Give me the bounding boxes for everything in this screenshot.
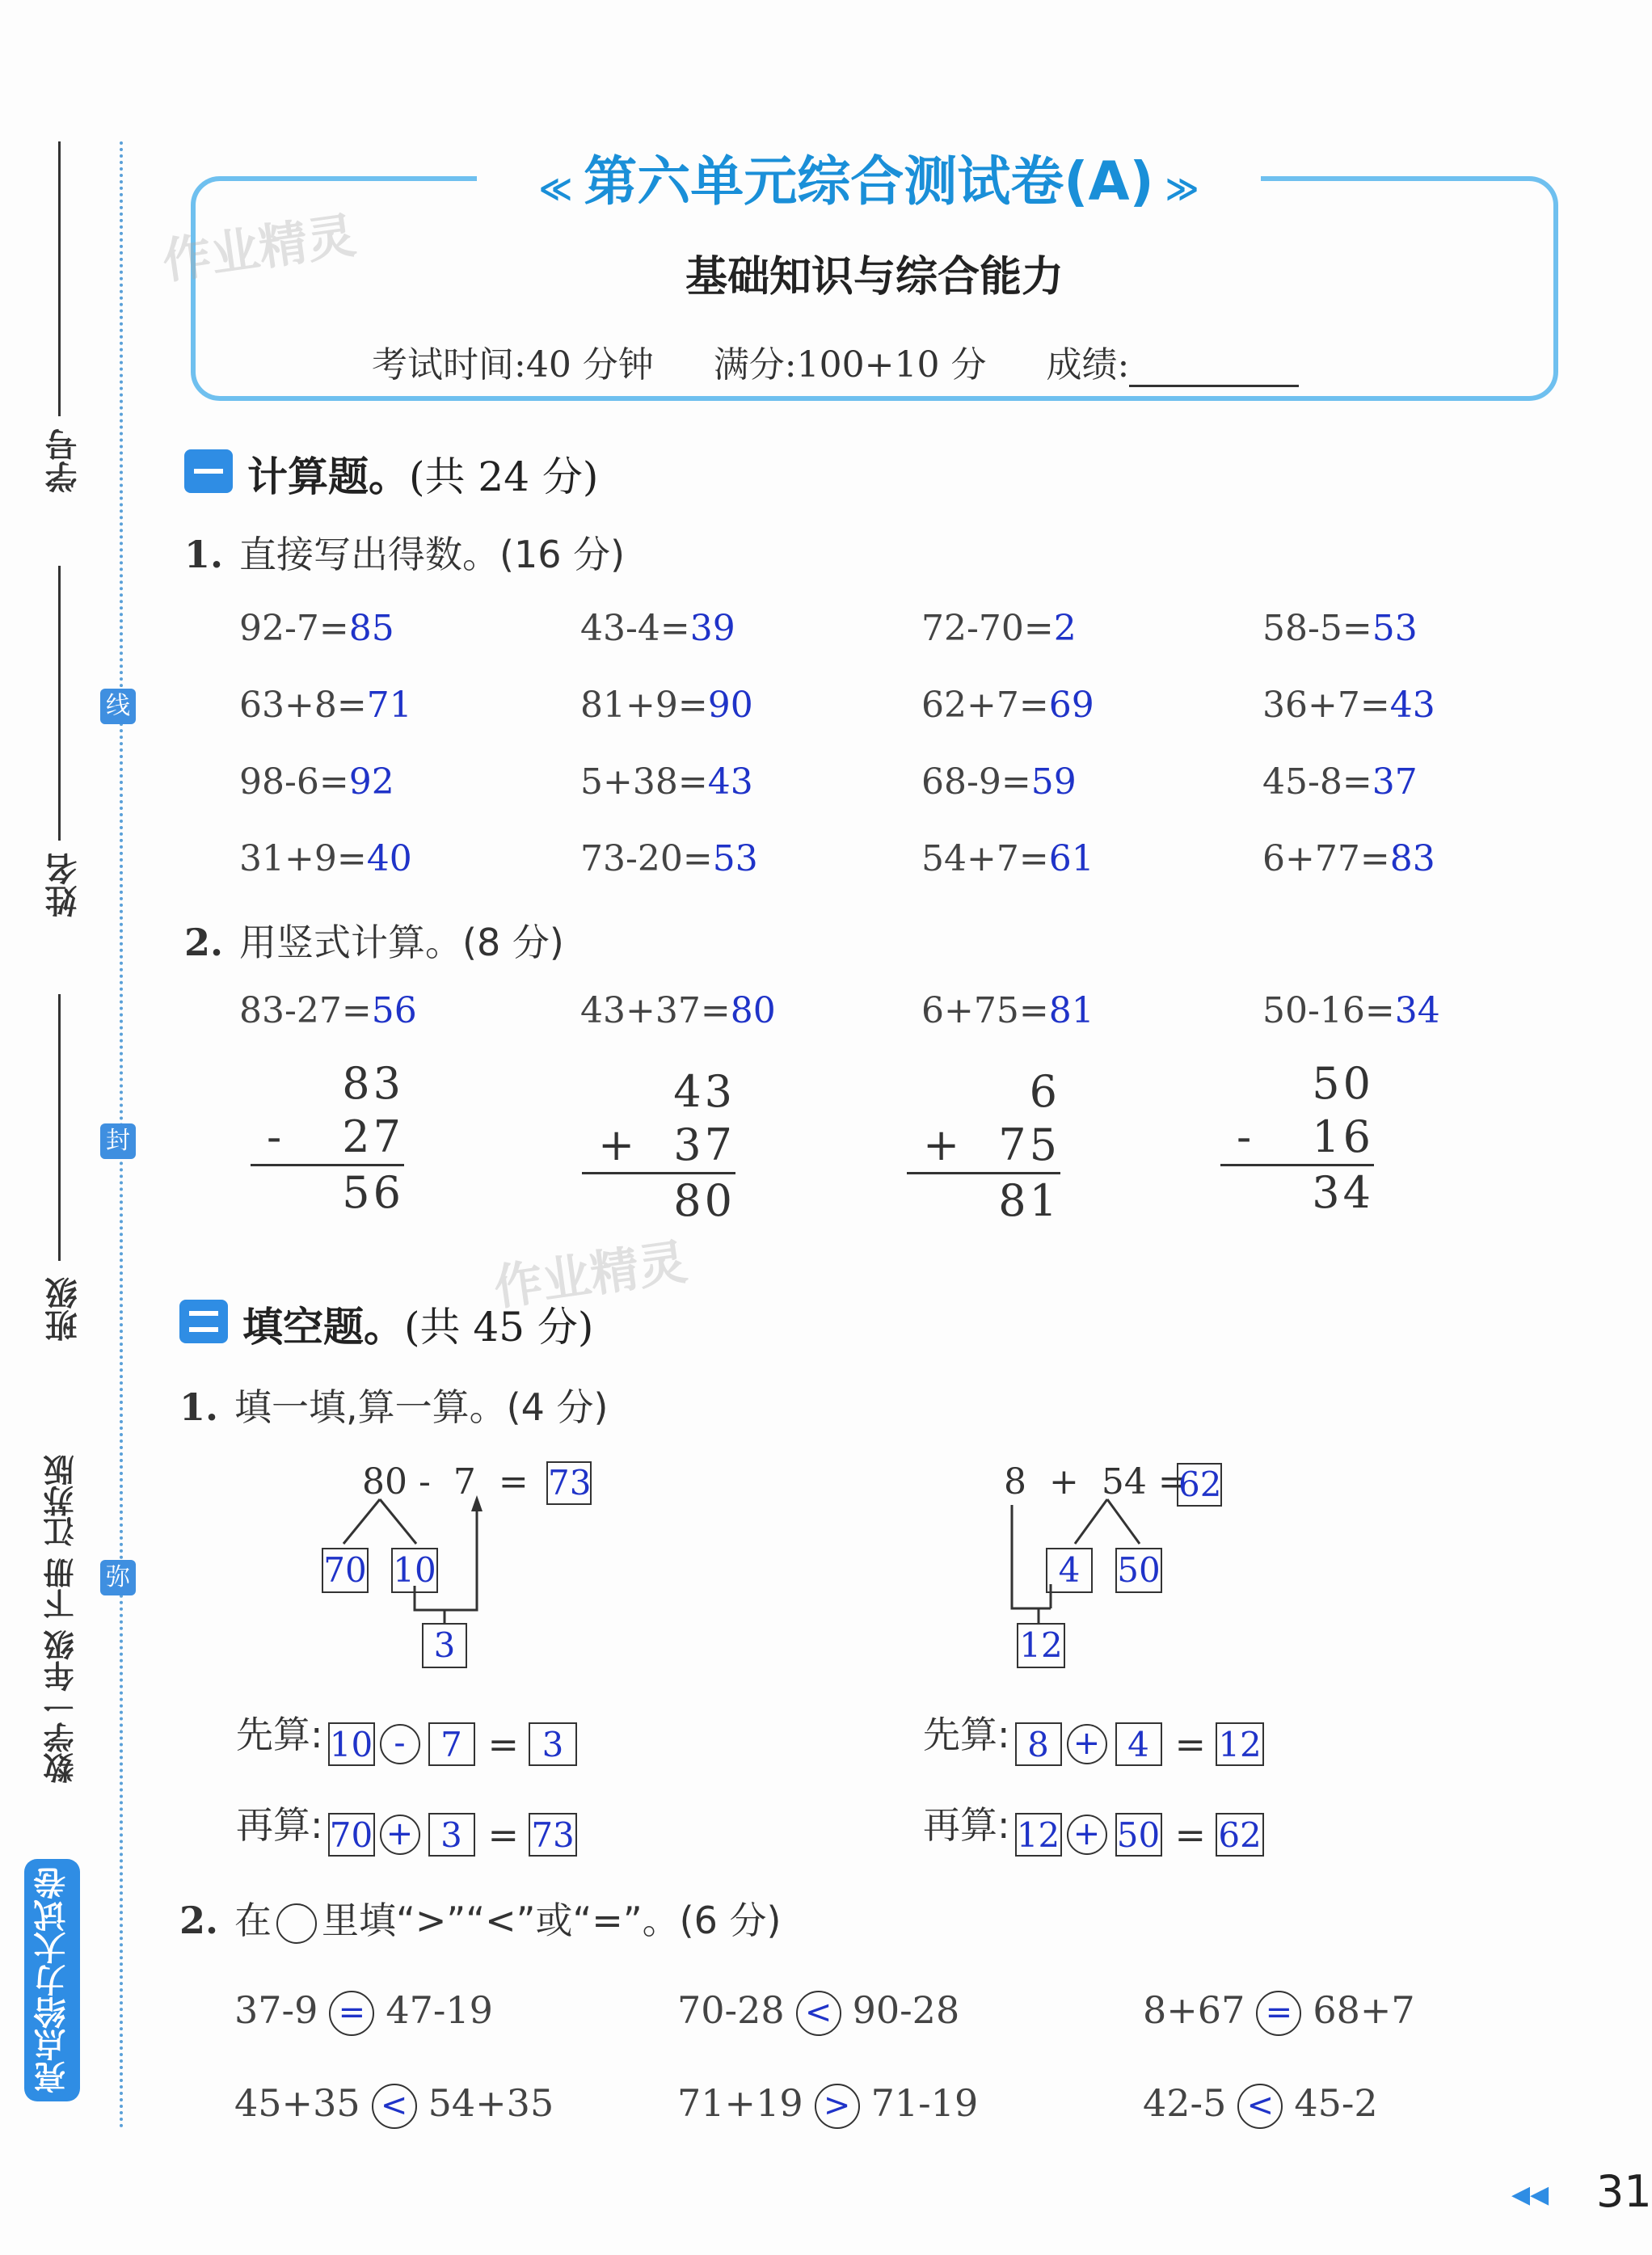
side-class-label: 班级 [45,1277,82,1342]
calc-answer[interactable]: 43 [707,761,753,803]
step-label: 先算: [236,1713,323,1756]
badge-seal: 封 [100,1123,136,1159]
calc-expression: 36+7= [1262,685,1390,726]
step-b-box[interactable]: 7 [428,1722,475,1766]
calc-answer[interactable]: 53 [712,838,758,879]
s2-q1 [179,1378,608,1431]
compare-left: 42-5 [1143,2081,1227,2125]
vertical-expr-answer[interactable]: 34 [1394,990,1440,1031]
calc-item [239,685,412,726]
vertical-op: - [267,1111,285,1162]
calc-item [239,761,394,803]
left-mid-box[interactable]: 3 [422,1623,467,1668]
compare-item [234,2081,554,2129]
section2-title [242,1295,593,1353]
calc-expression: 63+8= [239,685,367,726]
step-label: 先算: [923,1713,1010,1756]
compare-left: 8+67 [1143,1988,1245,2032]
calc-expression: 5+38= [580,761,708,803]
badge-mi: 弥 [100,1560,136,1595]
vertical-bottom: 27 [342,1111,404,1162]
vertical-expression [1262,990,1440,1031]
exam-full-score: 满分:100+10 分 [713,344,987,386]
step-result-box[interactable]: 73 [529,1813,577,1857]
vertical-expression [921,990,1094,1031]
step-eq: = [487,1812,520,1857]
title-ornament-left-icon: ≪ [538,171,584,208]
step-b-box[interactable]: 3 [428,1813,475,1857]
section1-points: (共 24 分) [409,453,599,500]
vertical-expr-text: 50-16= [1262,990,1395,1031]
step-eq: = [1174,1812,1207,1857]
left-op: - [419,1461,431,1503]
calc-item [1262,685,1435,726]
section2-points: (共 45 分) [404,1304,594,1351]
compare-left: 71+19 [677,2081,803,2125]
calc-answer[interactable]: 2 [1053,608,1077,649]
section1-title [247,445,598,503]
step-a-box[interactable]: 12 [1015,1813,1062,1857]
calc-item [1262,838,1435,879]
vertical-op: + [598,1119,638,1170]
calc-answer[interactable]: 59 [1030,761,1077,803]
side-id-label: 学号 [45,428,82,493]
s2-q2-num: 2. [179,1899,219,1942]
calc-answer[interactable]: 39 [689,608,735,649]
s2-q1-num: 1. [179,1385,219,1429]
calc-expression: 68-9= [921,761,1031,803]
compare-circle[interactable]: = [1256,1991,1301,2036]
page-arrows-icon: ◀◀ [1511,2181,1549,2209]
calc-item [239,608,394,649]
right-answer-box[interactable]: 62 [1177,1463,1222,1507]
page-number: 31 [1596,2166,1652,2217]
vertical-result[interactable]: 80 [673,1175,735,1226]
id-line [58,141,61,416]
calc-expression: 6+77= [1262,838,1390,879]
blank-circle-icon [276,1903,317,1944]
vertical-op: - [1237,1111,1255,1162]
right-split2-box[interactable]: 50 [1115,1548,1162,1593]
calc-answer[interactable]: 83 [1389,838,1435,879]
section2-badge-icon [179,1300,228,1343]
left-answer-box[interactable]: 73 [546,1461,592,1505]
right-eq: = [1157,1461,1188,1503]
vertical-calc [582,1065,735,1228]
watermark: 作业精灵 [158,207,360,291]
compare-item [1143,2081,1378,2129]
calc-expression: 43-4= [580,608,690,649]
calc-item [921,685,1094,726]
vertical-top: 6 [1029,1066,1060,1117]
section1-badge-icon [184,449,233,493]
step-a-box[interactable]: 70 [328,1813,375,1857]
s1-q1 [184,525,625,579]
compare-circle[interactable]: = [329,1991,374,2036]
calc-item [921,838,1094,879]
compare-right: 54+35 [428,2081,554,2125]
calc-item [239,838,412,879]
compare-circle[interactable]: < [372,2084,417,2129]
s2-q1-text: 填一填,算一算。(4 分) [234,1385,609,1429]
title-text: 第六单元综合测试卷(A) [584,150,1154,213]
vertical-bottom: 16 [1312,1111,1374,1162]
step-b-box[interactable]: 4 [1115,1722,1162,1766]
score-blank[interactable] [1129,352,1299,387]
vertical-result[interactable]: 56 [342,1167,404,1218]
step-label: 再算: [236,1803,323,1847]
calc-item [580,608,735,649]
step-eq: = [487,1722,520,1766]
calc-answer[interactable]: 61 [1048,838,1094,879]
step-a-box[interactable]: 10 [328,1722,375,1766]
calc-expression: 45-8= [1262,761,1372,803]
s2-q2 [179,1891,781,1945]
section1-title-text: 计算题。 [247,453,409,500]
step-eq: = [1174,1722,1207,1766]
vertical-expr-text: 43+37= [580,990,731,1031]
left-n2: 7 [453,1461,476,1503]
s2-q2-text-a: 在 [234,1899,272,1942]
compare-right: 47-19 [386,1988,493,2032]
left-then-step [236,1796,577,1857]
vertical-expr-answer[interactable]: 56 [371,990,417,1031]
step-op-circle[interactable]: + [1067,1815,1107,1855]
vertical-second-line [907,1119,1060,1174]
compare-right: 68+7 [1313,1988,1415,2032]
vertical-expression [239,990,417,1031]
compare-item [677,2081,978,2129]
right-then-step [923,1796,1264,1857]
calc-expression: 62+7= [921,685,1049,726]
exam-info [372,335,1347,387]
compare-left: 37-9 [234,1988,318,2032]
calc-answer[interactable]: 43 [1389,685,1435,726]
side-series-label: 亮点给力大试卷 [24,1859,80,2101]
vertical-expr-text: 6+75= [921,990,1049,1031]
vertical-calc [1220,1057,1374,1220]
s2-q2-text-b: 里填“>”“<”或“=”。(6 分) [322,1899,782,1942]
vertical-result[interactable]: 34 [1312,1167,1374,1218]
s1-q1-text: 直接写出得数。(16 分) [239,533,626,576]
calc-expression: 54+7= [921,838,1049,879]
vertical-expr-text: 83-27= [239,990,372,1031]
section2-title-text: 填空题。 [242,1304,404,1351]
side-book-label: 数学一年级 下册 江苏版 [44,1455,79,1784]
calc-item [580,685,753,726]
step-op-circle[interactable]: + [1067,1724,1107,1764]
left-split1-box[interactable]: 70 [322,1548,369,1593]
vertical-calc [251,1057,404,1220]
s1-q2 [184,913,564,967]
compare-left: 45+35 [234,2081,360,2125]
calc-expression: 92-7= [239,608,349,649]
vertical-second-line [582,1119,735,1174]
calc-item [921,608,1077,649]
calc-expression: 73-20= [580,838,713,879]
exam-score-label: 成绩: [1046,344,1130,386]
right-n1: 8 [1004,1461,1026,1503]
vertical-second-line [251,1111,404,1166]
calc-answer[interactable]: 71 [366,685,412,726]
s1-q1-num: 1. [184,533,224,576]
vertical-expr-answer[interactable]: 81 [1048,990,1094,1031]
calc-expression: 58-5= [1262,608,1372,649]
compare-circle[interactable]: < [796,1991,841,2036]
subtitle: 基础知识与综合能力 [685,253,1064,301]
badge-line: 线 [100,689,136,724]
vertical-top: 43 [673,1066,735,1117]
step-op-circle[interactable]: - [380,1724,420,1764]
calc-answer[interactable]: 37 [1372,761,1418,803]
side-name-label: 姓名 [45,853,82,917]
right-mid-box[interactable]: 12 [1017,1623,1065,1668]
compare-right: 71-19 [870,2081,979,2125]
calc-answer[interactable]: 85 [348,608,394,649]
calc-item [580,761,753,803]
compare-item [1143,1988,1415,2036]
vertical-expression [580,990,776,1031]
right-split1-box[interactable]: 4 [1046,1548,1093,1593]
calc-item [580,838,758,879]
compare-right: 90-28 [852,1988,960,2032]
step-result-box[interactable]: 3 [529,1722,577,1766]
watermark-2: 作业精灵 [490,1233,691,1317]
calc-expression: 72-70= [921,608,1054,649]
compare-circle[interactable]: > [815,2084,860,2129]
vertical-top: 83 [342,1058,404,1109]
calc-item [921,761,1077,803]
step-b-box[interactable]: 50 [1115,1813,1162,1857]
vertical-calc [907,1065,1060,1228]
page-title [453,145,1285,226]
s1-q2-num: 2. [184,921,224,964]
vertical-expr-answer[interactable]: 80 [730,990,776,1031]
calc-answer[interactable]: 40 [366,838,412,879]
step-label: 再算: [923,1803,1010,1847]
step-result-box[interactable]: 62 [1216,1813,1264,1857]
left-eq: = [498,1461,529,1503]
right-op: + [1049,1461,1079,1503]
compare-item [234,1988,493,2036]
calc-item [1262,761,1418,803]
right-first-step [923,1705,1264,1766]
left-first-step [236,1705,577,1766]
calc-answer[interactable]: 90 [707,685,753,726]
calc-expression: 98-6= [239,761,349,803]
exam-time: 考试时间:40 分钟 [372,344,654,386]
vertical-top: 50 [1312,1058,1374,1109]
calc-expression: 31+9= [239,838,367,879]
calc-answer[interactable]: 92 [348,761,394,803]
calc-answer[interactable]: 69 [1048,685,1094,726]
calc-answer[interactable]: 53 [1372,608,1418,649]
title-ornament-right-icon: ≫ [1153,171,1199,208]
left-n1: 80 [362,1461,407,1503]
name-line [58,566,61,841]
compare-right: 45-2 [1294,2081,1378,2125]
s1-q2-text: 用竖式计算。(8 分) [239,921,564,964]
left-split2-box[interactable]: 10 [391,1548,438,1593]
right-n2: 54 [1101,1461,1147,1503]
vertical-second-line [1220,1111,1374,1166]
vertical-bottom: 37 [673,1119,735,1170]
class-line [58,994,61,1261]
step-a-box[interactable]: 8 [1015,1722,1062,1766]
calc-item [1262,608,1418,649]
compare-left: 70-28 [677,1988,785,2032]
compare-circle[interactable]: < [1237,2084,1283,2129]
vertical-op: + [923,1119,963,1170]
calc-expression: 81+9= [580,685,708,726]
vertical-bottom: 75 [998,1119,1060,1170]
step-result-box[interactable]: 12 [1216,1722,1264,1766]
step-op-circle[interactable]: + [380,1815,420,1855]
compare-item [677,1988,959,2036]
vertical-result[interactable]: 81 [998,1175,1060,1226]
